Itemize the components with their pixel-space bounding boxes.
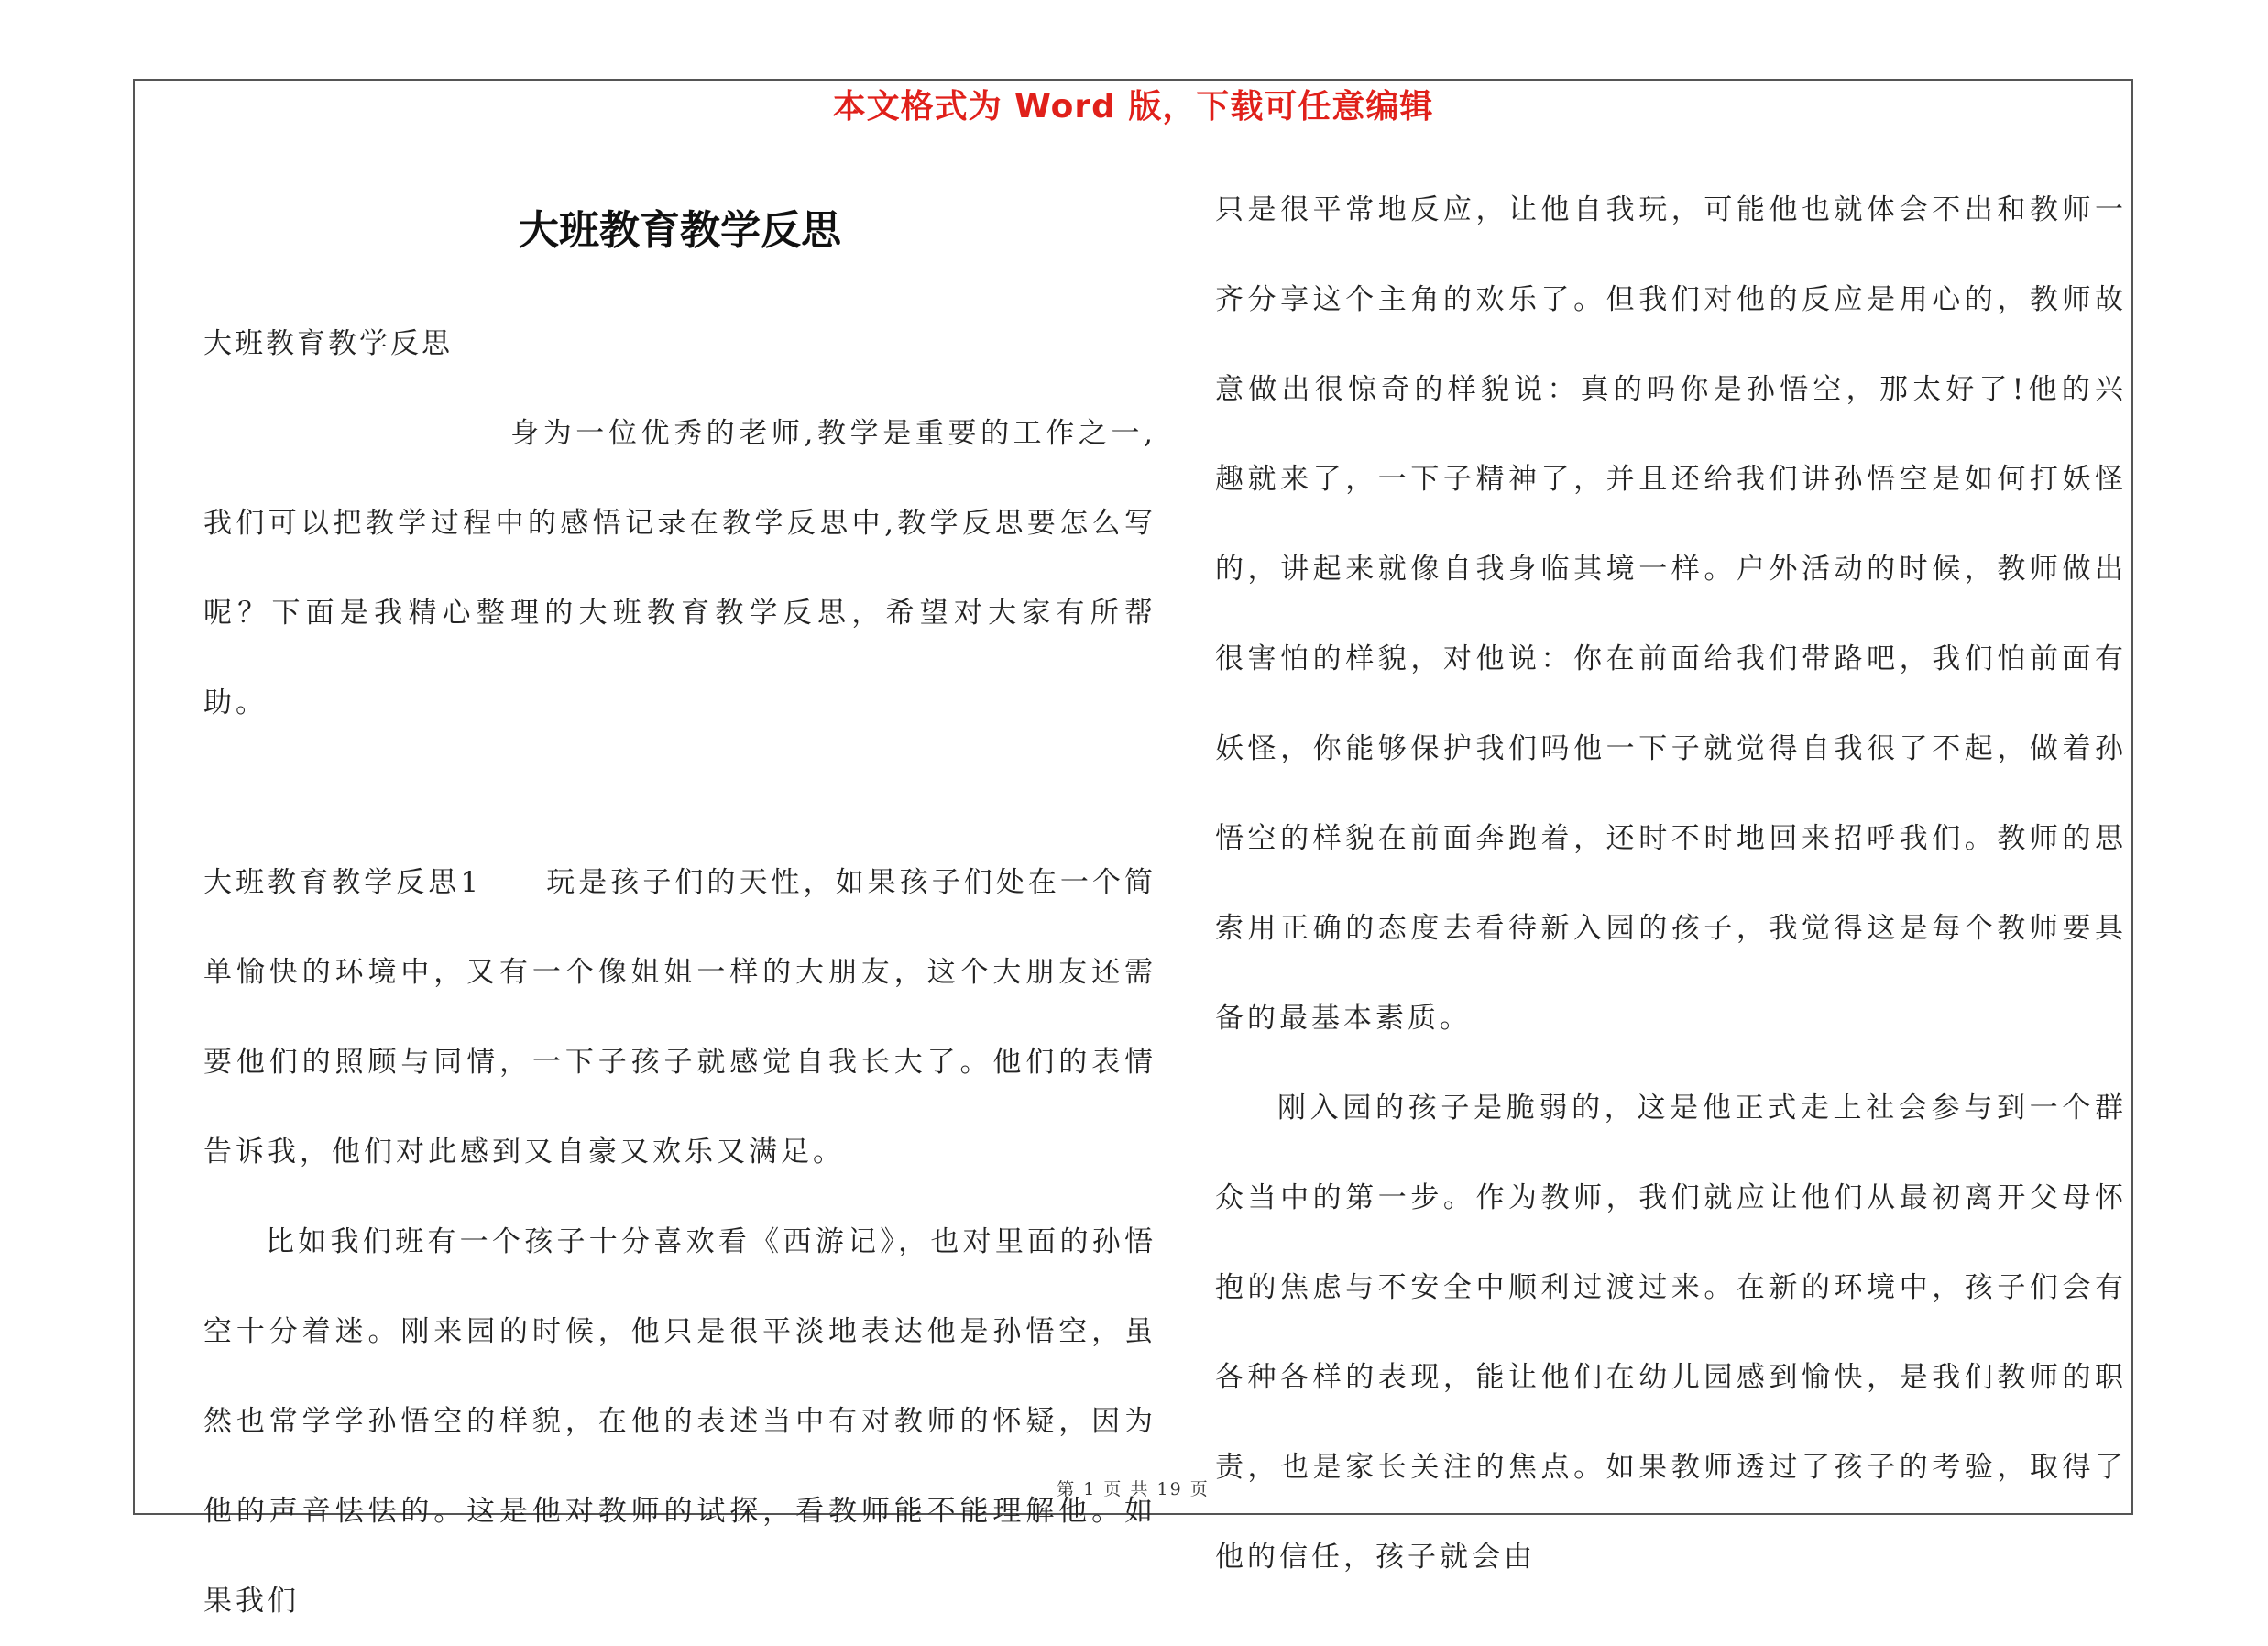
page-footer: 第 1 页 共 19 页: [1057, 1479, 1210, 1499]
intro-paragraph: 身为一位优秀的老师,教学是重要的工作之一,我们可以把教学过程中的感悟记录在教学反思中,教学反思要怎么写呢？下面是我精心整理的大班教育教学反思，希望对大家有所帮助。: [203, 417, 1156, 719]
document-subtitle: 大班教育教学反思: [203, 327, 453, 360]
document-title: 大班教育教学反思: [519, 207, 841, 254]
section-1-paragraph: 大班教育教学反思1 玩是孩子们的天性，如果孩子们处在一个简单愉快的环境中，又有一个像姐姐一样的大朋友，这个大朋友还需要他们的照顾与同情，一下子孩子就感觉自我长大了。他们的表情告诉我，他们对此感到又自豪又欢乐又满足。: [203, 866, 1156, 1169]
left-column: [203, 299, 1156, 1646]
paragraph-gap: [203, 748, 1156, 838]
body-paragraph: 只是很平常地反应，让他自我玩，可能他也就体会不出和教师一齐分享这个主角的欢乐了。但我们对他的反应是用心的，教师故意做出很惊奇的样貌说：真的吗你是孙悟空，那太好了!他的兴趣就来了，一下子精神了，并且还给我们讲孙悟空是如何打妖怪的，讲起来就像自我身临其境一样。户外活动的时候，教师做出很害怕的样貌，对他说：你在前面给我们带路吧，我们怕前面有妖怪，你能够保护我们吗他一下子就觉得自我很了不起，做着孙悟空的样貌在前面奔跑着，还时不时地回来招呼我们。教师的思索用正确的态度去看待新入园的孩子，我觉得这是每个教师要具备的最基本素质。: [1215, 193, 2127, 1035]
body-paragraph: 刚入园的孩子是脆弱的，这是他正式走上社会参与到一个群众当中的第一步。作为教师，我们就应让他们从最初离开父母怀抱的焦虑与不安全中顺利过渡过来。在新的环境中，孩子们会有各种各样的表现，能让他们在幼儿园感到愉快，是我们教师的职责，也是家长关注的焦点。如果教师透过了孩子的考验，取得了他的信任，孩子就会由: [1215, 1092, 2127, 1574]
right-column: [1215, 165, 2127, 1602]
body-paragraph: 比如我们班有一个孩子十分喜欢看《西游记》，也对里面的孙悟空十分着迷。刚来园的时候，他只是很平淡地表达他是孙悟空，虽然也常学学孙悟空的样貌，在他的表述当中有对教师的怀疑，因为他的声音怯怯的。这是他对教师的试探，看教师能不能理解他。如果我们: [203, 1225, 1156, 1618]
format-banner: 本文格式为 Word 版，下载可任意编辑: [832, 88, 1434, 126]
